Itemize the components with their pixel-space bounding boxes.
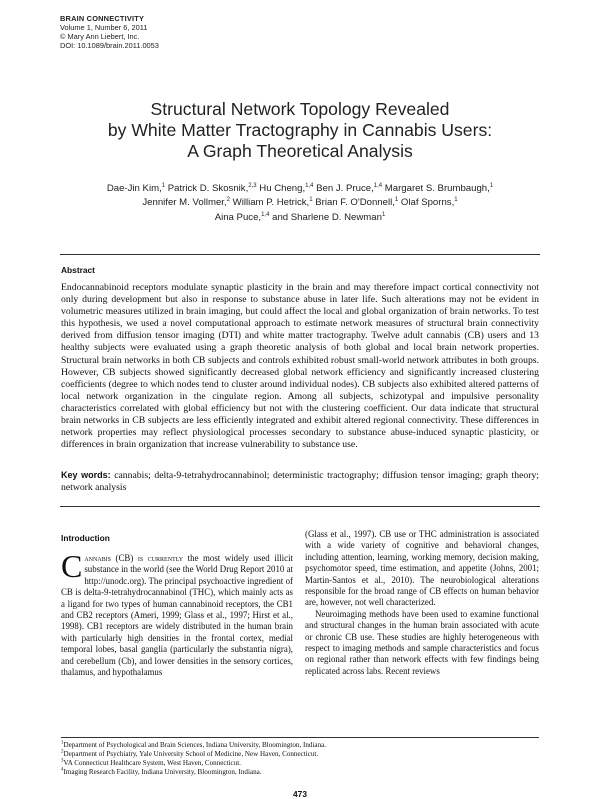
author-affiliation: 1 (161, 182, 166, 189)
journal-copyright: © Mary Ann Liebert, Inc. (60, 32, 140, 41)
author-affiliation: 1,4 (373, 182, 383, 189)
abstract-text: Endocannabinoid receptors modulate synaptic plasticity in the brain and may therefore impact cortical connectivity not only during development but also in response to substance abuse in later life. Such alterations may not be evident in volumetric measures utilized in brain imaging, but could affect the local and global organization of brain networks. To test this hypothesis, we used a novel computational approach to estimate network measures of structural brain connectivity derived from diffusion tensor imaging (DTI) and white matter tractography. Twelve adult cannabis (CB) users and 13 healthy subjects were evaluated using a graph theoretic analysis of both global and local brain network properties. Structural brain networks in both CB subjects and controls exhibited robust small-world network attributes in both groups. However, CB subjects showed significantly decreased global network efficiency and significantly increased clustering coefficients (degree to which nodes tend to cluster around individual nodes). CB subjects also exhibited altered patterns of local network organization in the cingulate region. Among all subjects, schizotypal and impulsive personality characteristics correlated with global efficiency but not with the clustering coefficient. Our data indicate that structural brain networks in CB subjects are less efficiently integrated and exhibit altered regional connectivity. These differences in network properties may reflect physiological processes secondary to substance abuse-induced synaptic plasticity, or differences in brain organization that increase vulnerability to substance use. (61, 282, 539, 451)
journal-header (60, 14, 159, 50)
journal-volume: Volume 1, Number 6, 2011 (60, 23, 148, 32)
author-name: Ben J. Pruce, (313, 183, 374, 194)
author-affiliation: 1,4 (261, 211, 270, 218)
author-affiliation: 1 (489, 182, 494, 189)
introduction-heading: Introduction (61, 533, 110, 543)
author-name: Aina Puce, (214, 211, 262, 223)
footnote (61, 768, 539, 777)
drop-cap: C (61, 548, 83, 584)
footnote-text: VA Connecticut Healthcare System, West Haven, Connecticut. (63, 758, 241, 767)
footnote (61, 741, 539, 750)
journal-doi: DOI: 10.1089/brain.2011.0053 (60, 41, 159, 50)
keywords (61, 469, 539, 494)
journal-name: BRAIN CONNECTIVITY (60, 14, 145, 23)
author-affiliation: 1,4 (305, 182, 314, 189)
footnote-rule (61, 737, 539, 738)
author-name: William P. Hetrick, (229, 197, 310, 209)
author-name: Margaret S. Brumbaugh, (382, 183, 490, 194)
body-column-right (305, 529, 539, 677)
author-line-3 (70, 211, 530, 225)
footnotes (61, 741, 539, 777)
footnote (61, 750, 539, 759)
keywords-text: cannabis; delta-9-tetrahydrocannabinol; deterministic tractography; diffusion tensor imaging; graph theory; network analysis (61, 470, 539, 494)
page-number: 473 (293, 789, 307, 799)
abstract-top-rule (60, 254, 540, 255)
author-affiliation: 1 (309, 197, 313, 204)
footnote-text: Imaging Research Facility, Indiana University, Bloomington, Indiana. (63, 767, 262, 776)
author-affiliation: 2,3 (248, 182, 257, 189)
author-name: Brian F. O'Donnell, (312, 197, 395, 209)
author-list (70, 182, 530, 225)
author-name: and Sharlene D. Newman (269, 211, 382, 223)
footnote-text: Department of Psychological and Brain Sciences, Indiana University, Bloomington, Indiana. (63, 741, 327, 749)
abstract-heading: Abstract (61, 265, 95, 275)
author-affiliation: 1 (381, 211, 386, 218)
paragraph: (Glass et al., 1997). CB use or THC administration is associated with a wide variety of cognitive and behavioral changes, including attention, learning, working memory, decision making, psychomotor speed, time estimation, and appetite (Johns, 2001; Martin-Santos et al., 2010). The neurobiological alterations responsible for the broad range of CB effects on human behavior are, however, not well characterized. (305, 529, 539, 608)
author-name: Olaf Sporns, (398, 197, 455, 209)
author-name: Dae-Jin Kim, (106, 183, 162, 194)
author-line-1 (70, 182, 530, 196)
footnote-marker: 4 (61, 767, 64, 773)
author-affiliation: 2 (226, 197, 230, 204)
author-name: Hu Cheng, (256, 183, 306, 194)
author-affiliation: 1 (394, 197, 399, 204)
author-name: Jennifer M. Vollmer, (142, 197, 227, 209)
author-line-2 (70, 196, 530, 210)
keywords-label: Key words: (61, 470, 111, 480)
paper-title (60, 99, 540, 162)
paragraph: Neuroimaging methods have been used to examine functional and structural changes in the human brain associated with acute or chronic CB use. These studies are highly heterogeneous with respect to imaging methods and sample characteristics and focus on regional rather than network effects with few findings being replicated across labs. Recent reviews (305, 608, 539, 676)
footnote-text: Department of Psychiatry, Yale University School of Medicine, New Haven, Connecticut. (63, 749, 319, 758)
lead-in: annabis (CB) is currently (84, 553, 184, 563)
author-affiliation: 1 (454, 197, 458, 204)
footnote-marker: 1 (61, 740, 64, 746)
title-line-1: Structural Network Topology Revealed (150, 99, 450, 119)
paragraph: the most widely used illicit substance in the world (see the World Drug Report 2010 at http://unodc.org). The principal psychoactive ingredient of CB is delta-9-tetrahydrocannabinol (THC), which mainly acts as a ligand for two types of human cannabinoid receptors, the CB1 and CB2 receptors (Ameri, 1999; Glass et al., 1997; Hirst et al., 1998). CB1 receptors are widely distributed in the human brain with particularly high densities in the frontal cortex, medial temporal lobes, basal ganglia (particularly the substantia nigra), and cerebellum (Cb), and lower densities in the sensory cortices, thalamus, and hypothalamus (61, 553, 293, 678)
footnote-marker: 2 (61, 749, 64, 755)
footnote-marker: 3 (61, 758, 64, 764)
abstract-bottom-rule (60, 506, 540, 507)
body-column-left (61, 548, 293, 678)
title-line-2: by White Matter Tractography in Cannabis Users: (107, 120, 493, 140)
author-name: Patrick D. Skosnik, (165, 183, 249, 194)
title-line-3: A Graph Theoretical Analysis (187, 141, 413, 161)
footnote (61, 759, 539, 768)
